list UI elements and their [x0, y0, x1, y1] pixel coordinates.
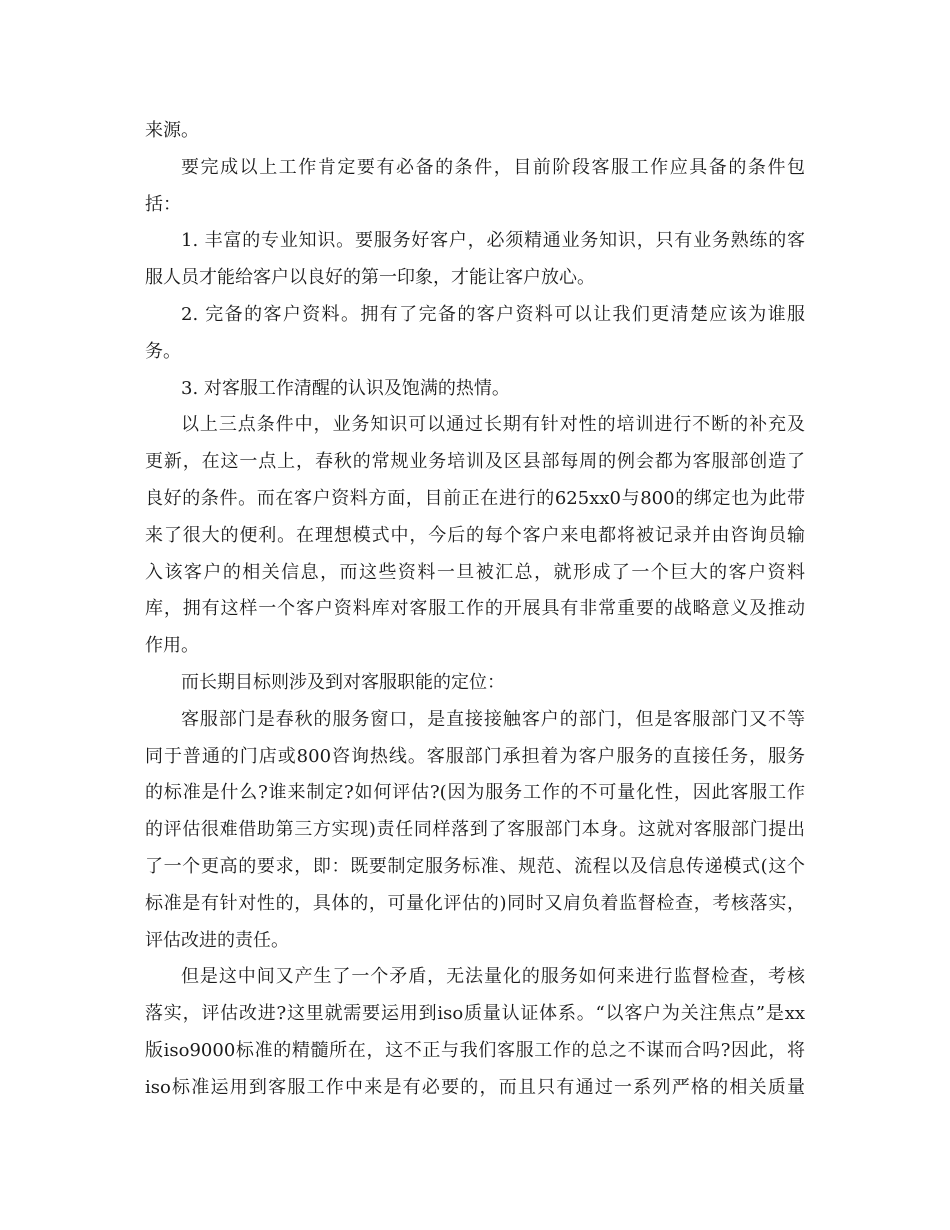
text-line: 库，拥有这样一个客户资料库对客服工作的开展具有非常重要的战略意义及推动 — [145, 598, 805, 620]
text-line: 入该客户的相关信息，而这些资料一旦被汇总，就形成了一个巨大的客户资料 — [145, 561, 805, 583]
text-line: 良好的条件。而在客户资料方面，目前正在进行的625xx0与800的绑定也为此带 — [145, 487, 805, 509]
text-line: 的标准是什么?谁来制定?如何评估?(因为服务工作的不可量化性，因此客服工作 — [145, 782, 805, 804]
text-line: 但是这中间又产生了一个矛盾，无法量化的服务如何来进行监督检查，考核 — [181, 966, 805, 988]
text-line: 而长期目标则涉及到对客服职能的定位： — [181, 671, 505, 693]
text-line: 作用。 — [145, 635, 199, 657]
text-line: 括： — [145, 193, 181, 215]
text-line: iso标准运用到客服工作中来是有必要的，而且只有通过一系列严格的相关质量 — [145, 1076, 805, 1098]
text-line: 客服部门是春秋的服务窗口，是直接接触客户的部门，但是客服部门又不等 — [181, 708, 805, 730]
text-line: 来源。 — [145, 120, 199, 141]
text-line: 标准是有针对性的，具体的，可量化评估的)同时又肩负着监督检查，考核落实， — [145, 892, 805, 914]
text-line: 更新，在这一点上，春秋的常规业务培训及区县部每周的例会都为客服部创造了 — [145, 451, 805, 473]
text-line: 落实，评估改进?这里就需要运用到iso质量认证体系。“以客户为关注焦点”是xx — [145, 1003, 805, 1025]
text-line: 务。 — [145, 340, 181, 362]
text-line: 3. 对客服工作清醒的认识及饱满的热情。 — [181, 377, 510, 399]
text-line: 同于普通的门店或800咨询热线。客服部门承担着为客户服务的直接任务，服务 — [145, 745, 805, 767]
text-line: 要完成以上工作肯定要有必备的条件，目前阶段客服工作应具备的条件包 — [181, 156, 805, 178]
text-line: 的评估很难借助第三方实现)责任同样落到了客服部门本身。这就对客服部门提出 — [145, 819, 805, 841]
text-line: 版iso9000标准的精髓所在，这不正与我们客服工作的总之不谋而合吗?因此，将 — [145, 1039, 805, 1061]
text-line: 2. 完备的客户资料。拥有了完备的客户资料可以让我们更清楚应该为谁服 — [181, 303, 805, 325]
document-body — [145, 113, 805, 1107]
text-line: 以上三点条件中，业务知识可以通过长期有针对性的培训进行不断的补充及 — [181, 414, 805, 436]
text-line: 评估改进的责任。 — [145, 929, 289, 951]
text-line: 1. 丰富的专业知识。要服务好客户，必须精通业务知识，只有业务熟练的客 — [181, 230, 805, 252]
text-line: 了一个更高的要求，即：既要制定服务标准、规范、流程以及信息传递模式(这个 — [145, 855, 805, 877]
text-line: 服人员才能给客户以良好的第一印象，才能让客户放心。 — [145, 267, 595, 289]
text-line: 来了很大的便利。在理想模式中，今后的每个客户来电都将被记录并由咨询员输 — [145, 524, 805, 546]
